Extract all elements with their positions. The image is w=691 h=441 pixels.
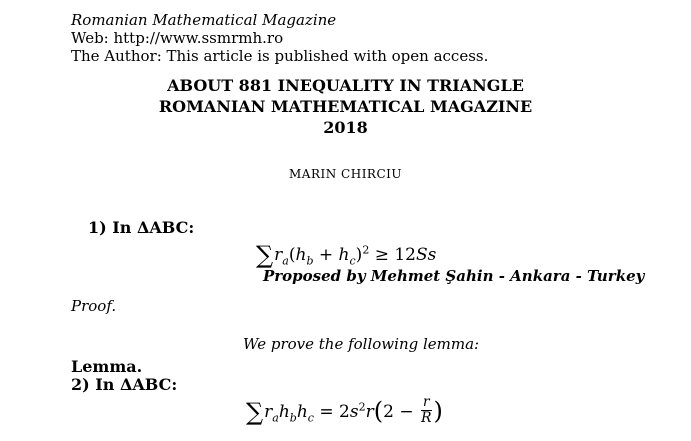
title-line-2: ROMANIAN MATHEMATICAL MAGAZINE	[158, 97, 533, 116]
problem-label: 1) In ΔABC:	[88, 218, 195, 237]
proof-label: Proof.	[71, 297, 117, 315]
journal-web: Web: http://www.ssmrmh.ro	[71, 29, 284, 47]
journal-name: Romanian Mathematical Magazine	[71, 11, 337, 29]
title-year: 2018	[323, 118, 368, 137]
author-name: MARIN CHIRCIU	[289, 167, 402, 181]
lemma-label: 2) In ΔABC:	[71, 375, 178, 394]
proposed-by: Proposed by Mehmet Şahin - Ankara - Turkey	[263, 267, 645, 285]
proof-intro: We prove the following lemma:	[243, 335, 480, 353]
title-line-1: ABOUT 881 INEQUALITY IN TRIANGLE	[167, 76, 524, 95]
lemma-formula: $\sum r_ah_bh_c = 2s^2r(2$ − $\frac{r}{R}$ )	[246, 394, 443, 426]
problem-formula: $\sum r_a(h_b + h_c)^2 \ge 12Ss$	[256, 241, 437, 269]
lemma-heading: Lemma.	[71, 357, 143, 376]
author-note: The Author: This article is published with open access.	[71, 47, 489, 65]
